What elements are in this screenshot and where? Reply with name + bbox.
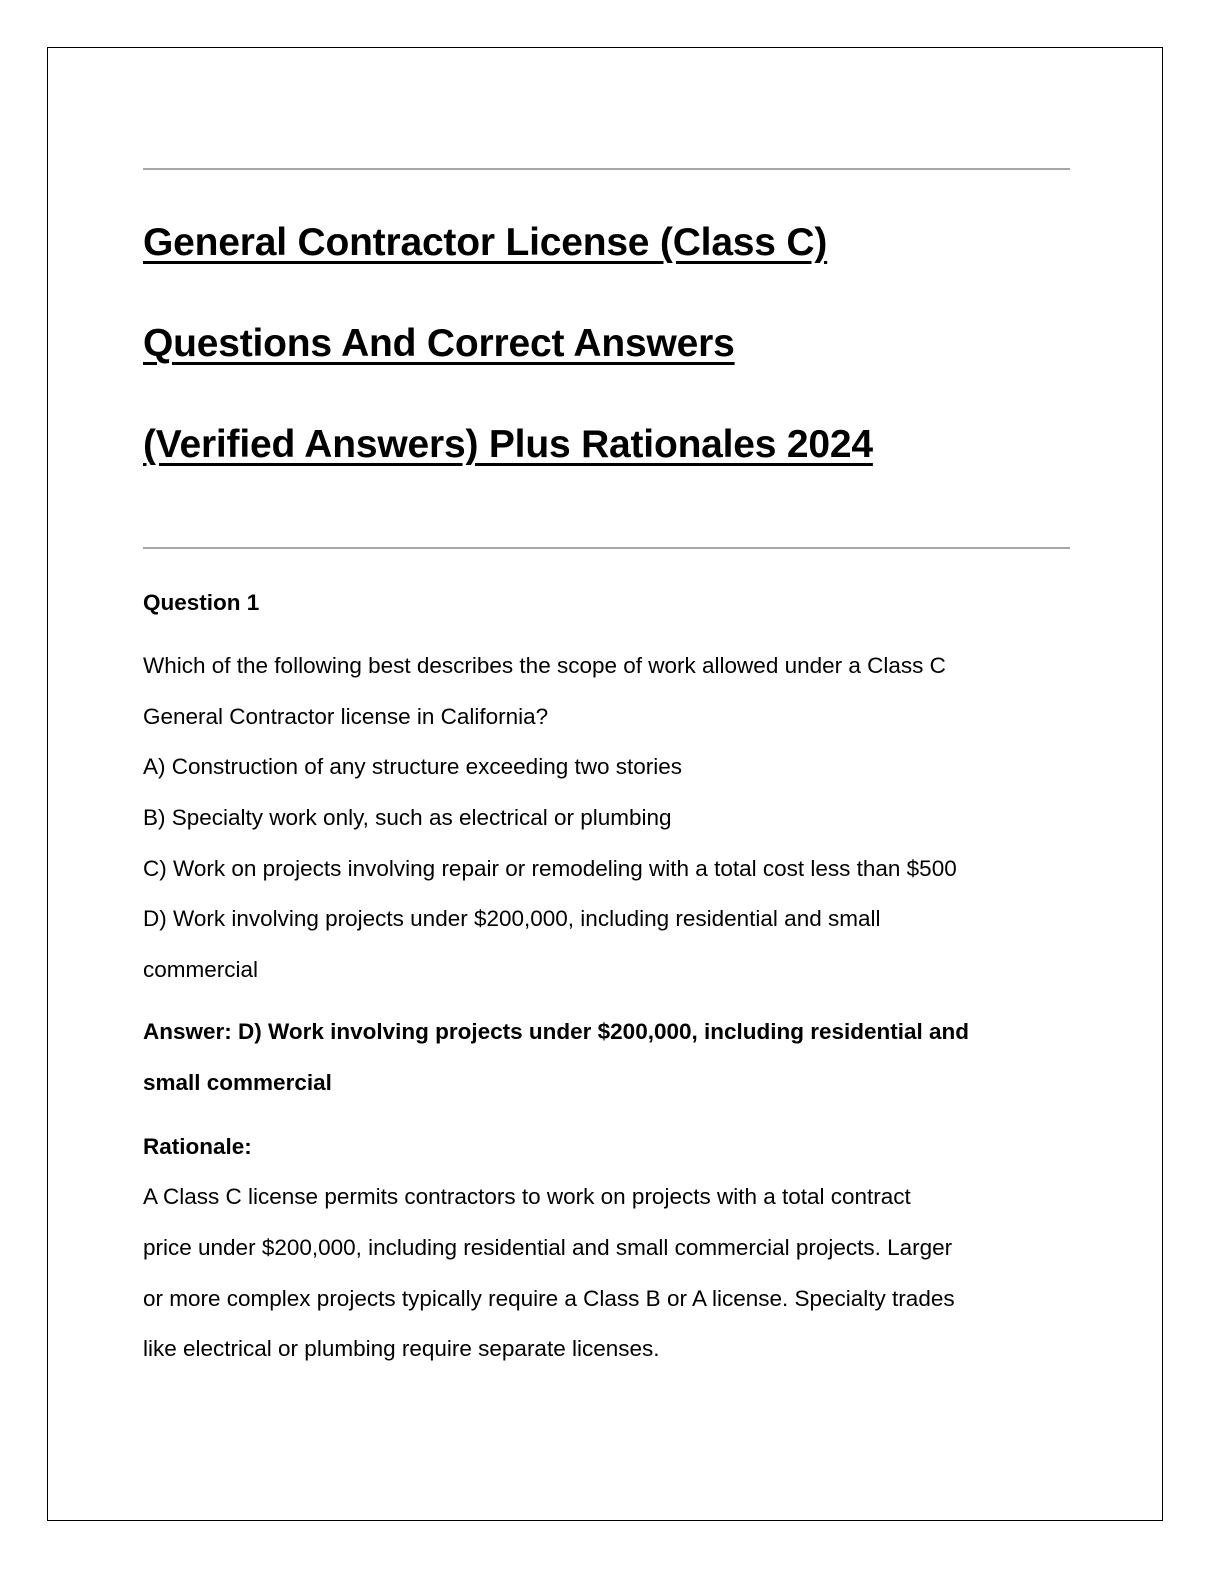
option-b: B) Specialty work only, such as electrical or plumbing — [143, 805, 672, 830]
rationale-heading: Rationale: — [143, 1134, 252, 1159]
option-d: D) Work involving projects under $200,000, including residential and small — [143, 906, 881, 931]
document-title-line-1: General Contractor License (Class C) — [143, 221, 828, 264]
question-text-line-2: General Contractor license in California? — [143, 704, 549, 729]
rationale-line-3: or more complex projects typically require a Class B or A license. Specialty trades — [143, 1286, 955, 1311]
question-text-line-1: Which of the following best describes the scope of work allowed under a Class C — [143, 653, 946, 678]
rationale-line-1: A Class C license permits contractors to work on projects with a total contract — [143, 1184, 911, 1209]
option-d-continued: commercial — [143, 957, 259, 982]
answer-line-2: small commercial — [143, 1070, 332, 1095]
option-c: C) Work on projects involving repair or remodeling with a total cost less than $500 — [143, 856, 957, 881]
rationale-line-2: price under $200,000, including residential and small commercial projects. Larger — [143, 1235, 953, 1260]
answer-line-1: Answer: D) Work involving projects under $200,000, including residential and — [143, 1019, 970, 1044]
option-a: A) Construction of any structure exceeding two stories — [143, 754, 683, 779]
document-title-line-2: Questions And Correct Answers — [143, 322, 735, 365]
question-heading: Question 1 — [143, 590, 260, 615]
top-divider — [143, 168, 1070, 170]
rationale-line-4: like electrical or plumbing require separate licenses. — [143, 1336, 660, 1361]
bottom-divider — [143, 547, 1070, 549]
document-title-line-3: (Verified Answers) Plus Rationales 2024 — [143, 423, 873, 466]
